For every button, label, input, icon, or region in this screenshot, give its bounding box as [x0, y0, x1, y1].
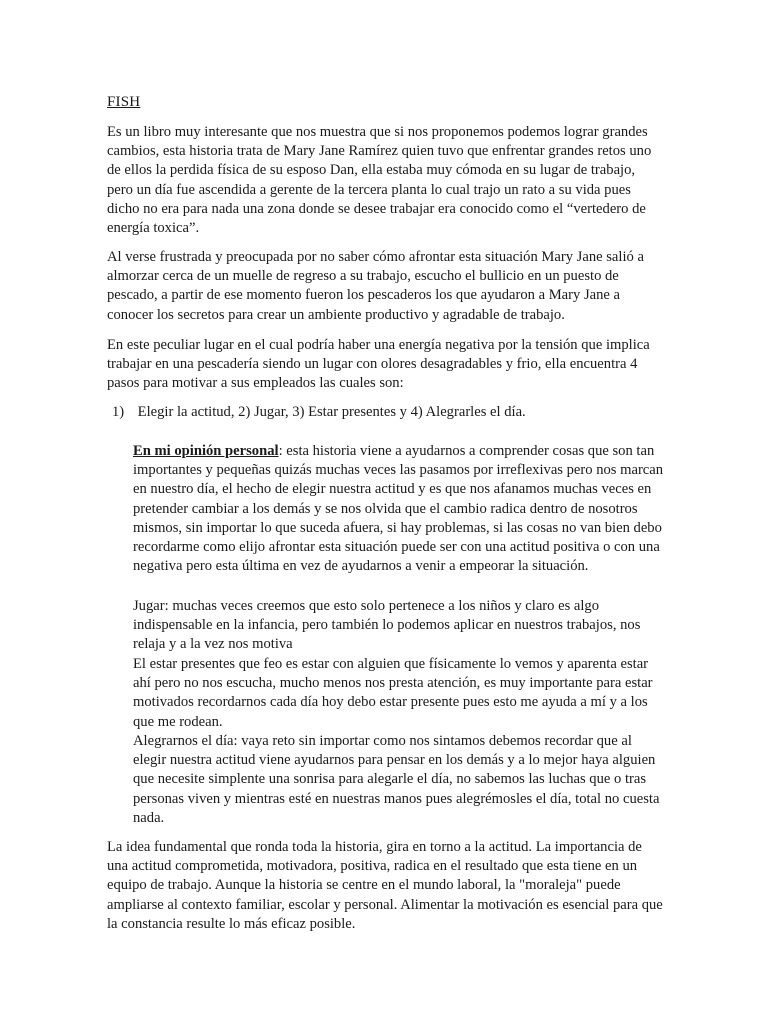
paragraph-jugar: Jugar: muchas veces creemos que esto solo pertenece a los niños y claro es algo indispensable en la infancia, pero también lo podemos aplicar en nuestros trabajos, nos relaja y a la vez nos motiva — [133, 598, 641, 653]
paragraph-intro: Es un libro muy interesante que nos muestra que si nos proponemos podemos lograr grandes cambios, esta historia trata de Mary Jane Ramírez quien tuvo que enfrentar grandes retos uno de ellos la perdida física de su esposo Dan, ella estaba muy cómoda en su lugar de trabajo, pero un día fue ascendida a gerente de la tercera planta lo cual trajo un rato a su vida pues dicho no era para nada una zona donde se desee trabajar era conocido como el “vertedero de energía toxica”. — [107, 124, 652, 237]
list-number: 1) — [112, 404, 125, 420]
paragraph-steps: En este peculiar lugar en el cual podría haber una energía negativa por la tensión que implica trabajar en una pescadería siendo un lugar con olores desagradables y frio, ella encuentra 4 pasos para motivar a sus empleados las cuales son: — [107, 337, 650, 392]
paragraph-alegrarnos: Alegrarnos el día: vaya reto sin importar como nos sintamos debemos recordar que al elegir nuestra actitud viene ayudarnos para pensar en los demás y a lo mejor haya alguien que necesite simplente una sonrisa para alegarle el día, no sabemos las luchas que o tras personas viven y mientras esté en nuestras manos pues alegrémosles el día, total no cuesta nada. — [133, 733, 660, 826]
list-text: Elegir la actitud, 2) Jugar, 3) Estar presentes y 4) Alegrarles el día. — [137, 404, 526, 420]
opinion-lead: En mi opinión personal — [133, 443, 279, 459]
paragraph-estar-presentes: El estar presentes que feo es estar con alguien que físicamente lo vemos y aparenta estar ahí pero no nos escucha, mucho menos nos presta atención, es muy importante para estar motivados recordarnos cada día hoy debo estar presente pues esto me ayuda a mí y a los que me rodean. — [133, 656, 653, 730]
steps-list-item — [112, 403, 526, 422]
opinion-text: : esta historia viene a ayudarnos a comprender cosas que son tan importantes y pequeñas quizás muchas veces las pasamos por irreflexivas pero nos marcan en nuestro día, el hecho de elegir nuestra actitud y es que nos afanamos muchas veces en pretender cambiar a los demás y se nos olvida que el cambio radica dentro de nosotros mismos, sin importar lo que suceda afuera, si hay problemas, si las cosas no van bien debo recordarme como elijo afrontar esta situación puede ser con una actitud positiva o con una negativa pero esta última en vez de ayudarnos a venir a empeorar la situación. — [133, 443, 664, 575]
paragraph-closing: La idea fundamental que ronda toda la historia, gira en torno a la actitud. La importancia de una actitud comprometida, motivadora, positiva, radica en el resultado que esta tiene en un equipo de trabajo. Aunque la historia se centre en el mundo laboral, la "moraleja" puede ampliarse al contexto familiar, escolar y personal. Alimentar la motivación es esencial para que la constancia resulte lo más eficaz posible. — [107, 839, 663, 932]
opinion-paragraph — [133, 442, 665, 576]
document-title: FISH — [107, 94, 141, 110]
paragraph-situation: Al verse frustrada y preocupada por no saber cómo afrontar esta situación Mary Jane salió a almorzar cerca de un muelle de regreso a su trabajo, escucho el bullicio en un puesto de pescado, a partir de ese momento fueron los pescaderos los que ayudaron a Mary Jane a conocer los secretos para crear un ambiente productivo y agradable de trabajo. — [107, 249, 644, 323]
